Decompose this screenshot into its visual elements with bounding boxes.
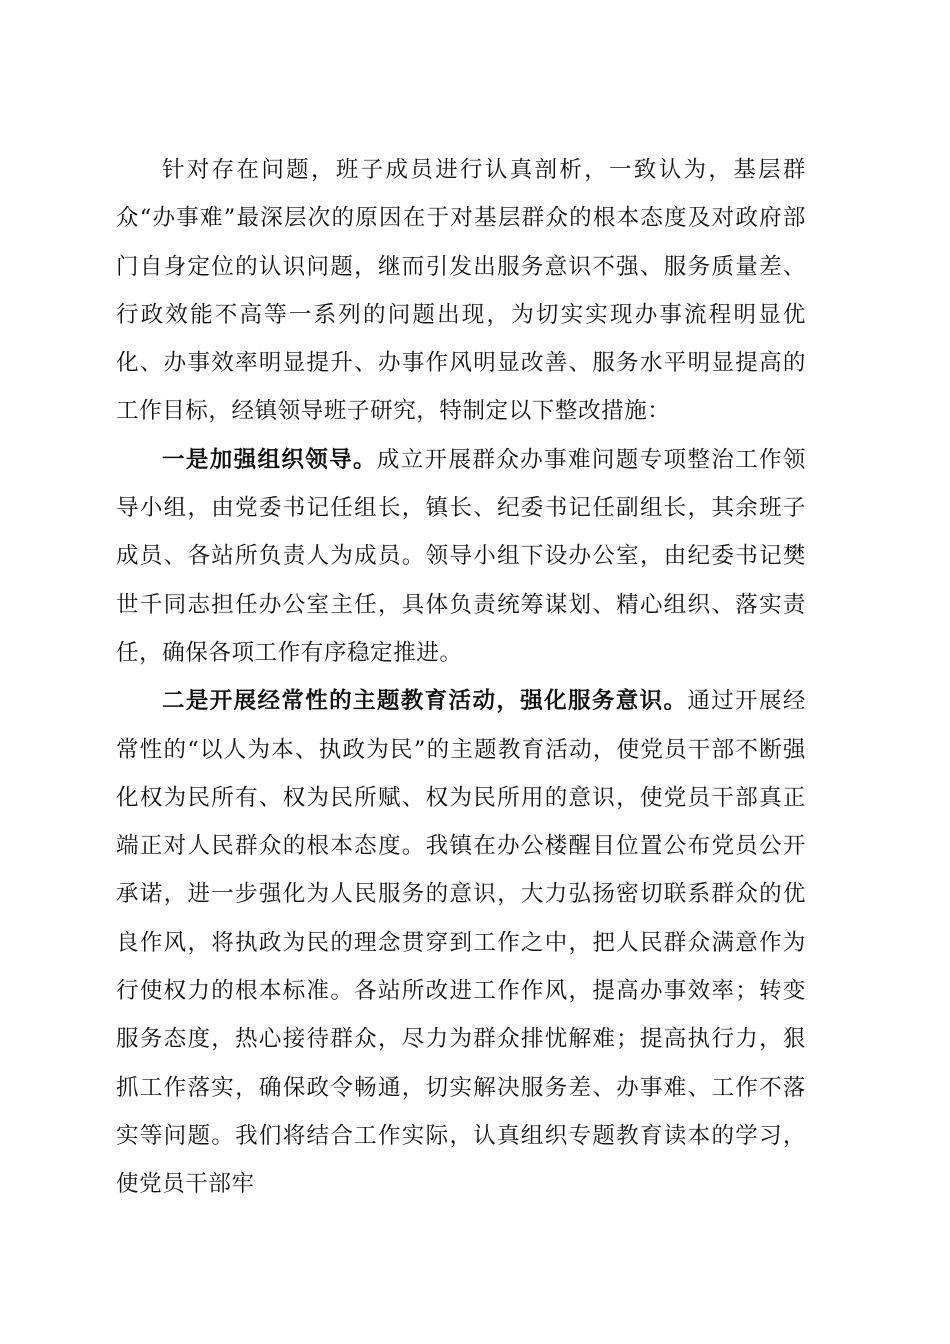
document-page xyxy=(116,146,806,1209)
paragraph-body: 针对存在问题，班子成员进行认真剖析，一致认为，基层群众“办事难”最深层次的原因在于对基层群众的根本态度及对政府部门自身定位的认识问题，继而引发出服务意识不强、服务质量差、行政效能不高等一系列的问题出现，为切实实现办事流程明显优化、办事效率明显提升、办事作风明显改善、服务水平明显提高的工作目标，经镇领导班子研究，特制定以下整改措施： xyxy=(116,157,806,425)
paragraph-body: 通过开展经常性的“以人为本、执政为民”的主题教育活动，使党员干部不断强化权为民所有、权为民所赋、权为民所用的意识，使党员干部真正端正对人民群众的根本态度。我镇在办公楼醒目位置公布党员公开承诺，进一步强化为人民服务的意识，大力弘扬密切联系群众的优良作风，将执政为民的理念贯穿到工作之中，把人民群众满意作为行使权力的根本标准。各站所改进工作作风，提高办事效率；转变服务态度，热心接待群众，尽力为群众排忧解难；提高执行力，狠抓工作落实，确保政令畅通，切实解决服务差、办事难、工作不落实等问题。我们将结合工作实际，认真组织专题教育读本的学习，使党员干部牢 xyxy=(116,688,806,1198)
paragraph-lead: 二是开展经常性的主题教育活动，强化服务意识。 xyxy=(162,688,688,715)
paragraph-intro xyxy=(116,146,806,436)
paragraph-lead: 一是加强组织领导。 xyxy=(162,446,377,473)
paragraph-body: 成立开展群众办事难问题专项整治工作领导小组，由党委书记任组长，镇长、纪委书记任副组长，其余班子成员、各站所负责人为成员。领导小组下设办公室，由纪委书记樊世千同志担任办公室主任，具体负责统筹谋划、精心组织、落实责任，确保各项工作有序稳定推进。 xyxy=(116,446,806,666)
paragraph-measure-2 xyxy=(116,677,806,1208)
paragraph-measure-1 xyxy=(116,436,806,677)
